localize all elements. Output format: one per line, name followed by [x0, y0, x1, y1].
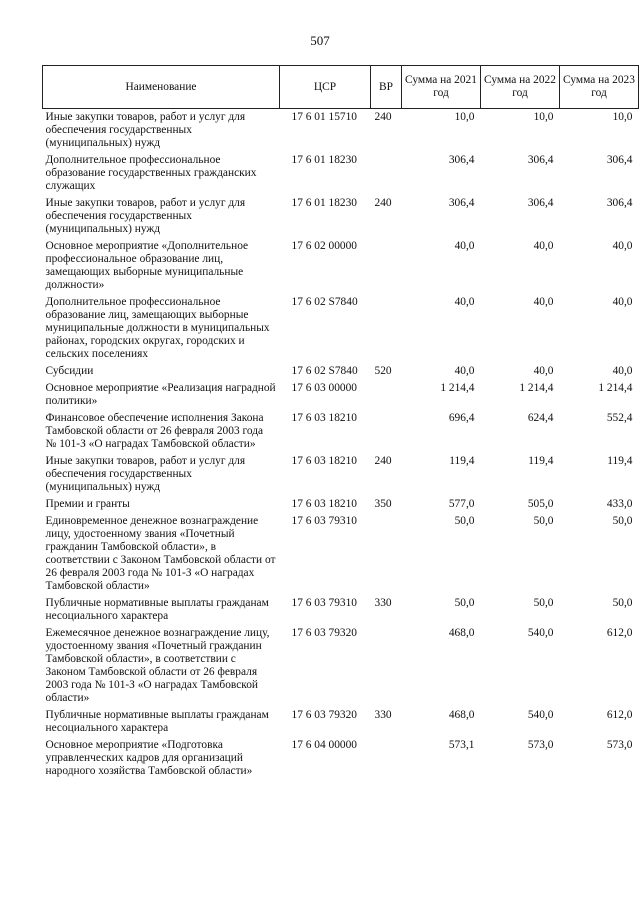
row-sum-2021: 50,0	[454, 515, 475, 527]
row-sum-2021: 306,4	[448, 154, 475, 166]
row-sum-2021: 40,0	[454, 240, 475, 252]
row-csr: 17 6 03 79320	[291, 627, 357, 639]
table-row	[43, 193, 639, 236]
row-sum-2022: 1 214,4	[519, 382, 554, 394]
row-vr: 240	[374, 111, 392, 123]
row-sum-2022: 50,0	[533, 515, 554, 527]
row-sum-2022: 624,4	[527, 412, 554, 424]
row-sum-2023: 552,4	[606, 412, 633, 424]
row-name: Основное мероприятие «Подготовка управленческих кадров для организаций народного хозяйства Тамбовской области»	[45, 739, 253, 777]
row-sum-2022: 306,4	[527, 154, 554, 166]
row-sum-2022: 40,0	[533, 240, 554, 252]
row-sum-2021: 468,0	[448, 627, 475, 639]
row-vr	[371, 735, 402, 778]
row-vr	[371, 236, 402, 292]
table-row	[43, 150, 639, 193]
header-csr: ЦСР	[280, 66, 371, 109]
table-row	[43, 378, 639, 408]
row-csr: 17 6 02 S7840	[291, 365, 358, 377]
page-number: 507	[310, 33, 330, 48]
header-sum-2022: Сумма на 2022 год	[481, 66, 560, 109]
row-sum-2022: 505,0	[527, 498, 554, 510]
row-sum-2021: 40,0	[454, 296, 475, 308]
row-csr: 17 6 03 18210	[291, 498, 357, 510]
row-sum-2023: 50,0	[612, 515, 633, 527]
row-sum-2023: 306,4	[606, 154, 633, 166]
row-sum-2022: 306,4	[527, 197, 554, 209]
row-sum-2021: 573,1	[448, 739, 475, 751]
header-sum-2023: Сумма на 2023 год	[560, 66, 639, 109]
table-row	[43, 451, 639, 494]
row-sum-2023: 573,0	[606, 739, 633, 751]
row-name: Единовременное денежное вознаграждение лицу, удостоенному звания «Почетный гражданин Тамбовской области», в соответствии с Законом Тамбовской области от 26 февраля 2003 года № 101-З «О наградах Тамбовской области»	[45, 515, 276, 592]
row-name: Финансовое обеспечение исполнения Закона Тамбовской области от 26 февраля 2003 года № 101-З «О наградах Тамбовской области»	[45, 412, 264, 450]
table-row	[43, 511, 639, 593]
row-csr: 17 6 02 00000	[291, 240, 357, 252]
row-sum-2023: 40,0	[612, 365, 633, 377]
row-vr	[371, 408, 402, 451]
row-sum-2021: 1 214,4	[440, 382, 475, 394]
row-sum-2023: 40,0	[612, 240, 633, 252]
table-body	[43, 109, 639, 779]
row-name: Субсидии	[45, 365, 94, 377]
row-csr: 17 6 01 15710	[291, 111, 357, 123]
row-sum-2023: 612,0	[606, 627, 633, 639]
row-sum-2023: 612,0	[606, 709, 633, 721]
row-csr: 17 6 03 18210	[291, 412, 357, 424]
row-sum-2023: 1 214,4	[598, 382, 633, 394]
row-sum-2021: 577,0	[448, 498, 475, 510]
header-sum-2021: Сумма на 2021 год	[402, 66, 481, 109]
row-csr: 17 6 01 18230	[291, 154, 357, 166]
row-name: Иные закупки товаров, работ и услуг для обеспечения государственных (муниципальных) нужд	[45, 111, 246, 149]
header-vr: ВР	[371, 66, 402, 109]
row-sum-2022: 10,0	[533, 111, 554, 123]
row-name: Дополнительное профессиональное образование лиц, замещающих выборные муниципальные должности в муниципальных районах, городских округах, городских и сельских поселениях	[45, 296, 270, 360]
row-csr: 17 6 03 18210	[291, 455, 357, 467]
row-csr: 17 6 03 79310	[291, 515, 357, 527]
row-vr: 520	[374, 365, 392, 377]
row-sum-2023: 433,0	[606, 498, 633, 510]
row-sum-2021: 10,0	[454, 111, 475, 123]
table-row	[43, 109, 639, 151]
row-csr: 17 6 03 79320	[291, 709, 357, 721]
row-name: Публичные нормативные выплаты гражданам несоциального характера	[45, 709, 269, 734]
row-sum-2022: 40,0	[533, 365, 554, 377]
row-sum-2022: 119,4	[528, 455, 554, 467]
row-vr: 240	[374, 455, 392, 467]
row-name: Основное мероприятие «Дополнительное профессиональное образование лиц, замещающих выборные муниципальные должности»	[45, 240, 249, 291]
table-header-row	[43, 66, 639, 109]
row-sum-2022: 573,0	[527, 739, 554, 751]
row-name: Дополнительное профессиональное образование государственных гражданских служащих	[45, 154, 257, 192]
row-vr	[371, 292, 402, 361]
row-vr	[371, 150, 402, 193]
row-sum-2021: 40,0	[454, 365, 475, 377]
row-sum-2022: 50,0	[533, 597, 554, 609]
row-sum-2023: 10,0	[612, 111, 633, 123]
row-sum-2023: 50,0	[612, 597, 633, 609]
row-csr: 17 6 04 00000	[291, 739, 357, 751]
header-name: Наименование	[43, 66, 280, 109]
row-vr: 330	[374, 597, 392, 609]
row-sum-2023: 40,0	[612, 296, 633, 308]
row-name: Основное мероприятие «Реализация наградной политики»	[45, 382, 276, 407]
row-sum-2022: 540,0	[527, 627, 554, 639]
table-row	[43, 593, 639, 623]
table-row	[43, 236, 639, 292]
row-vr	[371, 511, 402, 593]
row-sum-2022: 540,0	[527, 709, 554, 721]
row-csr: 17 6 03 79310	[291, 597, 357, 609]
row-name: Иные закупки товаров, работ и услуг для обеспечения государственных (муниципальных) нужд	[45, 197, 246, 235]
row-sum-2022: 40,0	[533, 296, 554, 308]
row-vr	[371, 378, 402, 408]
row-csr: 17 6 03 00000	[291, 382, 357, 394]
budget-table	[42, 65, 639, 778]
row-vr: 330	[374, 709, 392, 721]
row-name: Публичные нормативные выплаты гражданам несоциального характера	[45, 597, 269, 622]
table-row	[43, 623, 639, 705]
table-row	[43, 705, 639, 735]
row-sum-2021: 50,0	[454, 597, 475, 609]
row-name: Ежемесячное денежное вознаграждение лицу, удостоенному звания «Почетный гражданин Тамбовской области», в соответствии с Законом Тамбовской области от 26 февраля 2003 года № 101-З «О наградах Тамбовской области»	[45, 627, 270, 704]
row-sum-2021: 696,4	[448, 412, 475, 424]
table-row	[43, 292, 639, 361]
row-sum-2023: 306,4	[606, 197, 633, 209]
table-row	[43, 494, 639, 511]
row-vr: 350	[374, 498, 392, 510]
row-sum-2021: 119,4	[449, 455, 475, 467]
table-row	[43, 735, 639, 778]
row-sum-2021: 468,0	[448, 709, 475, 721]
row-vr	[371, 623, 402, 705]
table-row	[43, 408, 639, 451]
table-row	[43, 361, 639, 378]
row-vr: 240	[374, 197, 392, 209]
row-csr: 17 6 01 18230	[291, 197, 357, 209]
row-sum-2023: 119,4	[607, 455, 633, 467]
row-csr: 17 6 02 S7840	[291, 296, 358, 308]
row-name: Премии и гранты	[45, 498, 130, 510]
row-sum-2021: 306,4	[448, 197, 475, 209]
row-name: Иные закупки товаров, работ и услуг для обеспечения государственных (муниципальных) нужд	[45, 455, 246, 493]
